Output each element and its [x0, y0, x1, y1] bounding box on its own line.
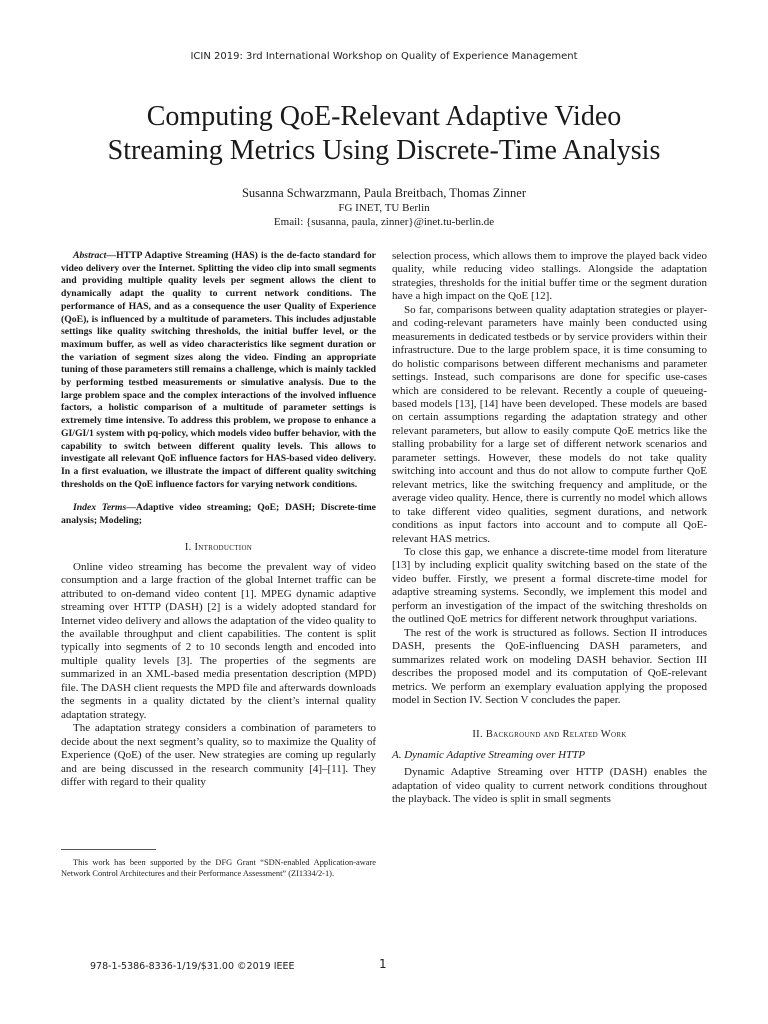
- authors: Susanna Schwarzmann, Paula Breitbach, Thomas Zinner: [241, 186, 527, 200]
- isbn-copyright: 978-1-5386-8336-1/19/$31.00 ©2019 IEEE: [90, 961, 295, 972]
- abstract-text: —HTTP Adaptive Streaming (HAS) is the de-facto standard for video delivery over the Internet. Splitting the video clip into small segments and providing multiple quality levels per segment allows the client to dynamically adapt the quality to current network conditions. The performance of HAS, and as a consequence the user Quality of Experience (QoE), is influenced by a multitude of parameters. This includes adjustable settings like quality switching thresholds, the initial buffer level, or the maximum buffer, as well as video characteristics like segment duration or the variation of segment sizes along the video. Finding an appropriate tuning of those parameters still remains a challenge, which is mainly tackled by performing testbed measurements or simulative analysis. Due to the large problem space and the complex interactions of the involved influence factors, a holistic comparison of a multitude of parameter settings is extremely time intensive. To address this problem, we propose to enhance a GI/GI/1 system with pq-policy, which models video buffer behavior, with the capability to switch between different quality levels. This allows to investigate all relevant QoE influence factors for HAS-based video delivery. In a first evaluation, we illustrate the impact of different quality switching thresholds on the QoE influence factors for varying network conditions.: [61, 250, 376, 490]
- footnote-divider: [61, 849, 156, 850]
- abstract: [61, 250, 376, 491]
- index-terms-text: —Adaptive video streaming; QoE; DASH; Discrete-time analysis; Modeling;: [61, 502, 376, 527]
- index-terms-lead: Index Terms: [73, 502, 127, 514]
- section-heading-background: [392, 729, 707, 740]
- title-line-1: Computing QoE-Relevant Adaptive Video: [146, 101, 622, 132]
- paper-title: [60, 100, 708, 168]
- section-heading-introduction: [61, 542, 376, 553]
- body-paragraph: The rest of the work is structured as follows. Section II introduces DASH, presents the QoE-influencing DASH parameters, and summarizes related work on modeling DASH behavior. Section III describes the proposed model and its computation of QoE-relevant metrics. We perform an exemplary evaluation applying the proposed model in Section IV. Section V concludes the paper.: [392, 626, 707, 706]
- subsection-heading: A. Dynamic Adaptive Streaming over HTTP: [392, 749, 586, 762]
- title-line-2: Streaming Metrics Using Discrete-Time Analysis: [107, 135, 661, 166]
- left-column: [61, 250, 376, 789]
- body-paragraph: Online video streaming has become the prevalent way of video consumption and a large fraction of the global Internet traffic can be attributed to on-demand video content [1]. MPEG dynamic adaptive streaming over HTTP (DASH) [2] is a widely adopted standard for Internet video delivery and allows the adaptation of the video quality to the available throughput and client capabilities. The content is split typically into segments of 2 to 10 seconds length and encoded into multiple quality levels [3]. The properties of the segments are summarized in an XML-based media presentation description (MPD) file. The DASH client requests the MPD file and afterwards downloads the segments in a quality dictated by the client’s internal quality adaptation strategy.: [61, 560, 376, 721]
- email: Email: {susanna, paula, zinner}@inet.tu-berlin.de: [273, 216, 495, 228]
- body-paragraph: selection process, which allows them to improve the played back video quality, while reducing video stallings. Alongside the adaptation strategies, thresholds for the initial buffer time or the segment duration have a high impact on the QoE [12].: [392, 250, 707, 303]
- body-paragraph: So far, comparisons between quality adaptation strategies or player- and coding-relevant parameters have mainly been conducted using measurements in dedicated testbeds or by service providers within their infrastructure. Due to the large problem space, it is time consuming to do holistic comparisons between different mechanisms and parameter settings. Instead, such comparisons are done for specific use-cases which are considered to be relevant. Recently a couple of queueing-based models [13], [14] have been developed. These models are based on certain assumptions regarding the adaptation strategy and other relevant parameters, but allow to easily compute QoE metrics like the stalling probability for a large set of different network scenarios and parameter settings. However, these models do not take quality switching into account and thus do not allow to compute further QoE relevant metrics, like the switching frequency and amplitude, or the average video quality. Hence, there is currently no model which allows to take different video qualities, segment durations, and network conditions as input factors into account and to compute all QoE-relevant HAS metrics.: [392, 303, 707, 545]
- body-paragraph: To close this gap, we enhance a discrete-time model from literature [13] by including explicit quality switching based on the state of the video buffer. Firstly, we present a formal discrete-time model for adaptive streaming systems. Secondly, we implement this model and perform an investigation of the impact of the switching thresholds on the outlined QoE metrics for different network throughput variations.: [392, 545, 707, 626]
- footnote: This work has been supported by the DFG Grant “SDN-enabled Application-aware Network Control Architectures and their Performance Assessment” (ZI1334/2-1).: [61, 858, 376, 878]
- running-header: ICIN 2019: 3rd International Workshop on Quality of Experience Management: [190, 51, 578, 62]
- body-paragraph: Dynamic Adaptive Streaming over HTTP (DASH) enables the adaptation of video quality to current network conditions throughout the playback. The video is split in small segments: [392, 766, 707, 806]
- body-paragraph: The adaptation strategy considers a combination of parameters to decide about the next segment’s quality, so to maximize the Quality of Experience (QoE) of the user. New strategies are coming up regularly and are being discussed in the research community [4]–[11]. They differ with regard to their quality: [61, 722, 376, 789]
- section-number: II.: [472, 729, 483, 741]
- abstract-lead: Abstract: [73, 250, 107, 261]
- page-number: 1: [379, 957, 387, 971]
- right-column: [392, 250, 707, 807]
- index-terms: [61, 502, 376, 527]
- affiliation: FG INET, TU Berlin: [338, 202, 430, 214]
- section-number: I.: [184, 541, 192, 553]
- section-title: Background and Related Work: [485, 729, 627, 741]
- section-title: Introduction: [194, 541, 253, 553]
